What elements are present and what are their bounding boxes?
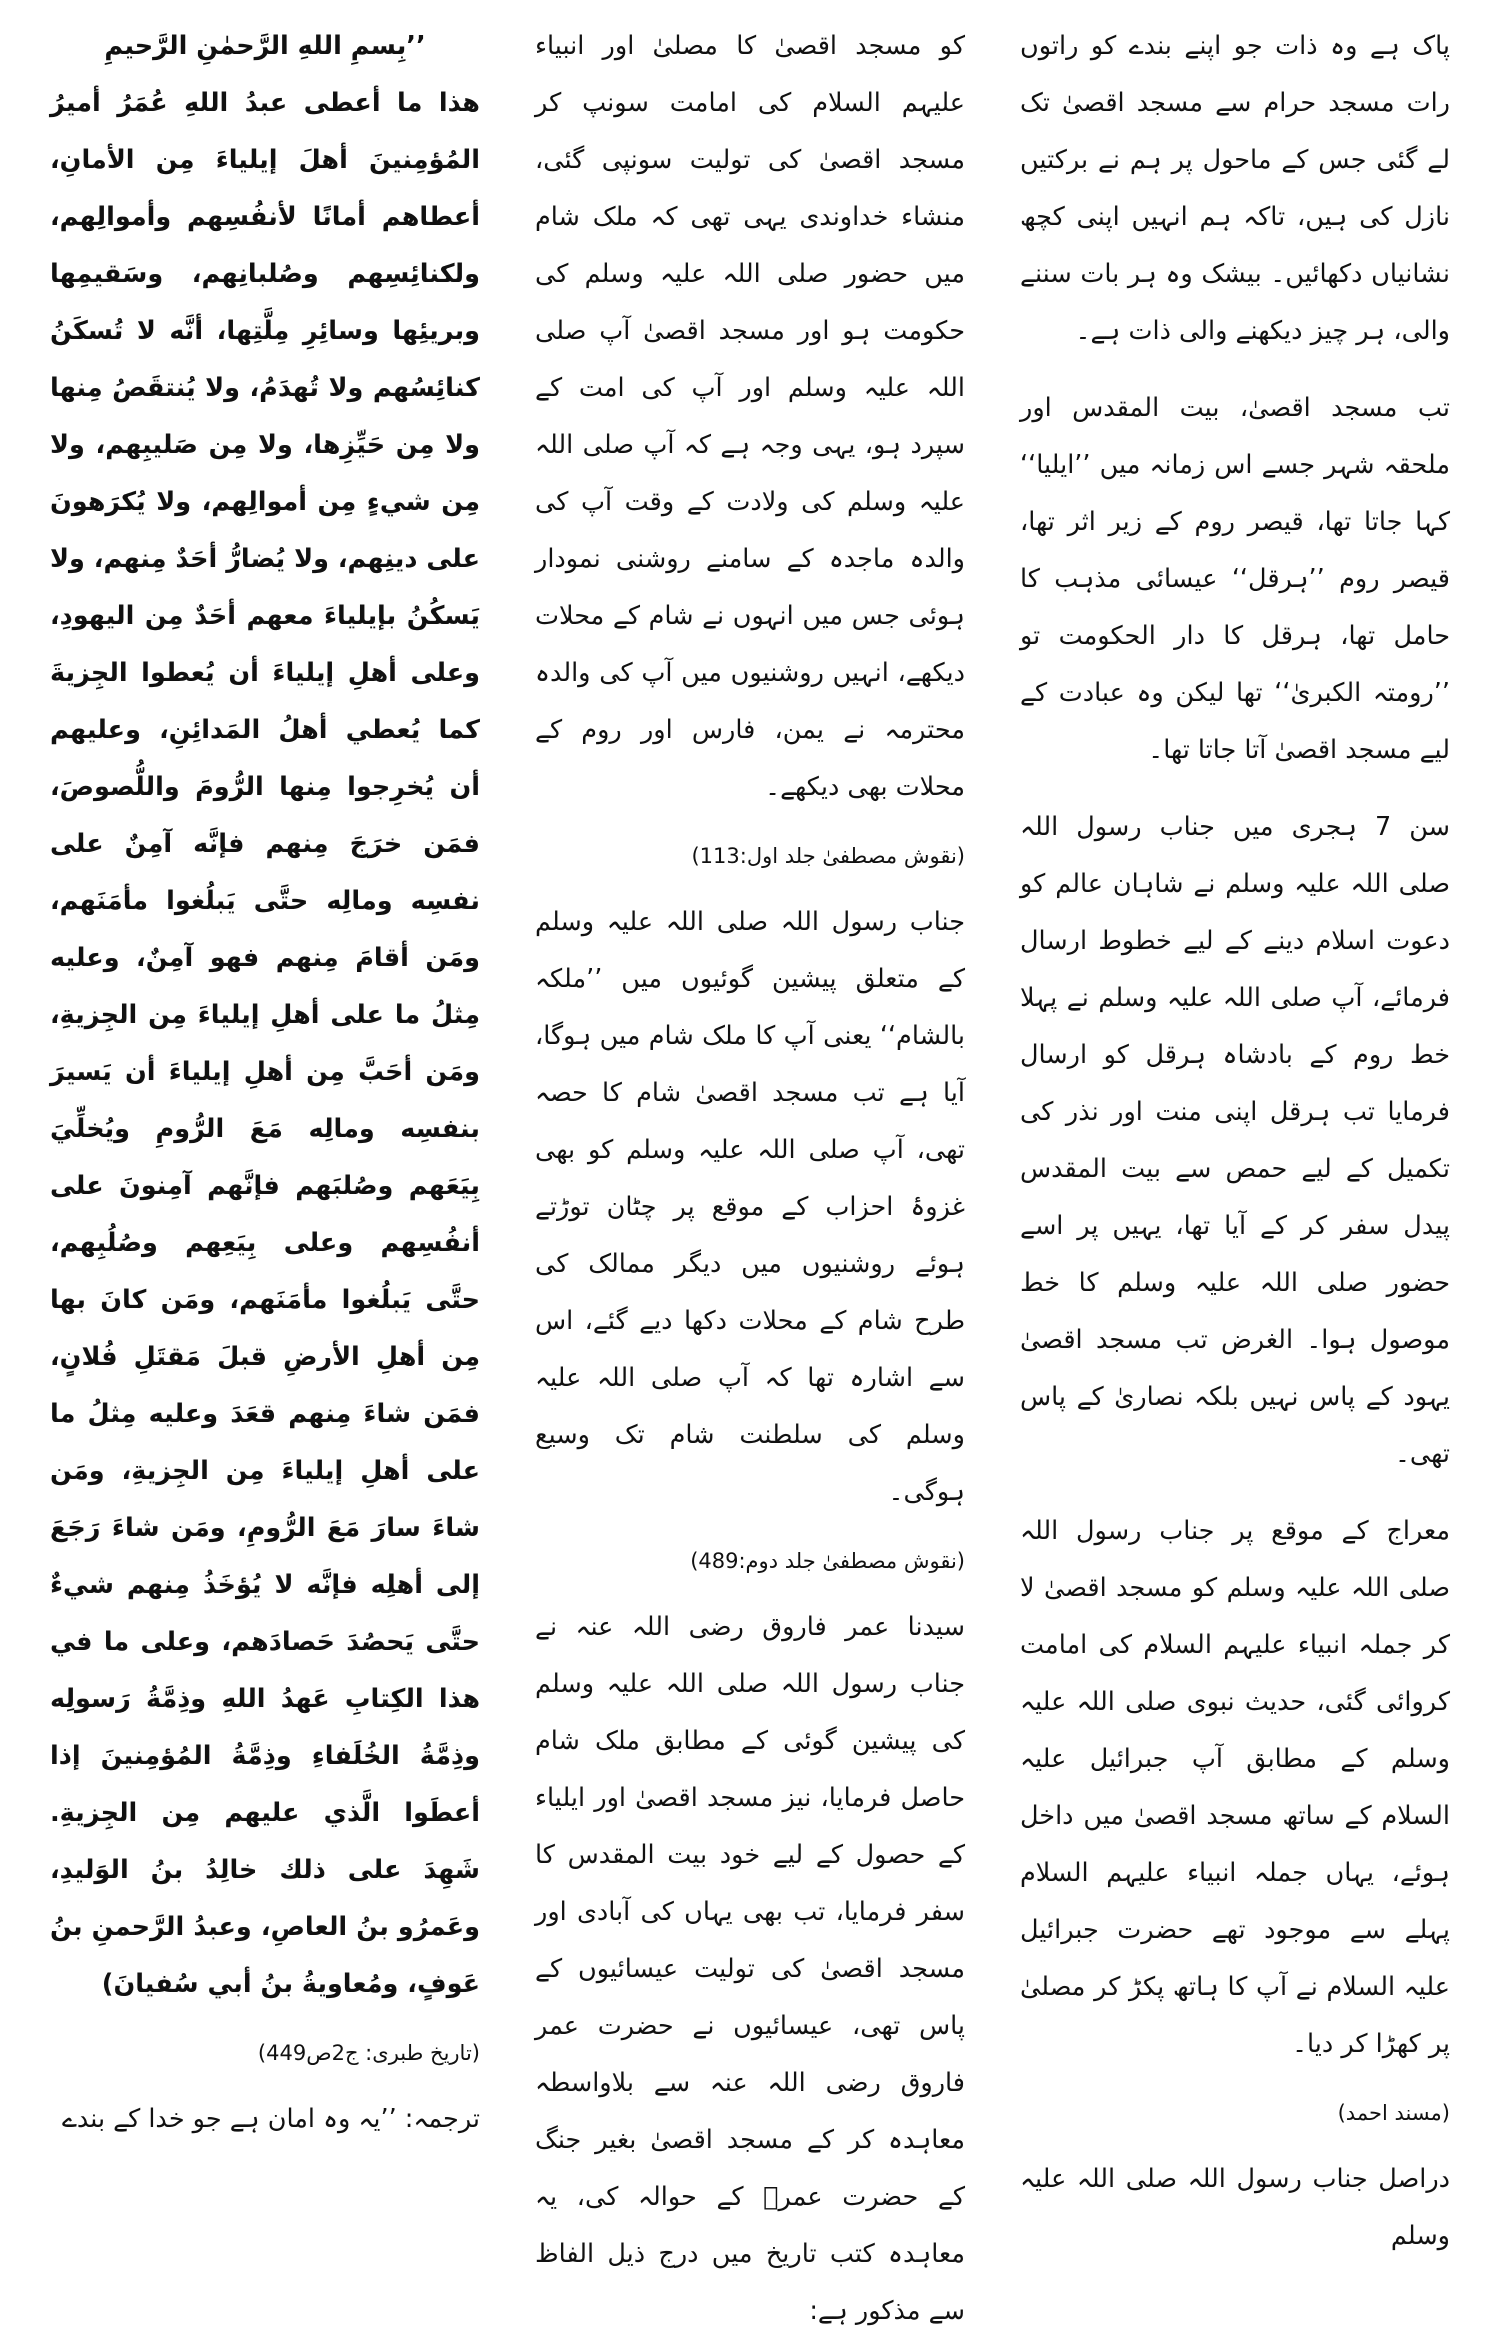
citation-naqoosh-vol1: (نقوش مصطفیٰ جلد اول:113)	[691, 844, 965, 868]
paragraph-masjid-aqsa-custody: کو مسجد اقصیٰ کا مصلیٰ اور انبیاء علیہم السلام کی امامت سونپ کر مسجد اقصیٰ کی تولیت سونپی گئی، منشاء خداوندی یہی تھی کہ ملک شام میں حضور صلی اللہ علیہ وسلم کی حکومت ہو اور مسجد اقصیٰ آپ صلی اللہ علیہ وسلم اور آپ کی امت کے سپرد ہو، یہی وجہ ہے کہ آپ صلی اللہ علیہ وسلم کی ولادت کے وقت آپ کی والدہ ماجدہ کے سامنے روشنی نمودار ہوئی جس میں انہوں نے شام کے محلات دیکھے، انہیں روشنیوں میں آپ کی والدہ محترمہ نے یمن، فارس اور روم کے محلات بھی دیکھے۔	[535, 31, 965, 802]
citation-tarikh-tabari: (تاریخ طبری: ج2ص449)	[257, 2041, 480, 2065]
paragraph-ilya-heraclius: تب مسجد اقصیٰ، بیت المقدس اور ملحقہ شہر جسے اس زمانہ میں ’’ایلیا‘‘ کہا جاتا تھا، قیصر روم کے زیر اثر تھا، قیصر روم ’’ہرقل‘‘ عیسائی مذہب کا حامل تھا، ہرقل کا دار الحکومت تو ’’رومتہ الکبریٰ‘‘ تھا لیکن وہ عبادت کے لیے مسجد اقصیٰ آتا جاتا تھا۔	[1020, 393, 1450, 765]
column-right	[1020, 18, 1451, 2251]
paragraph-quran-verse: پاک ہے وہ ذات جو اپنے بندے کو راتوں رات مسجد حرام سے مسجد اقصیٰ تک لے گئی جس کے ماحول پر ہم نے برکتیں نازل کی ہیں، تاکہ ہم انہیں اپنی کچھ نشانیاں دکھائیں۔ بیشک وہ ہر بات سننے والی، ہر چیز دیکھنے والی ذات ہے۔	[1020, 31, 1450, 346]
arabic-basmala: ’’بِسمِ اللهِ الرَّحمٰنِ الرَّحيمِ	[104, 31, 426, 61]
citation-naqoosh-vol2: (نقوش مصطفیٰ جلد دوم:489)	[690, 1549, 965, 1573]
translation-start: ترجمہ: ’’یہ وہ امان ہے جو خدا کے بندے	[61, 2104, 480, 2134]
column-middle	[535, 18, 965, 2326]
arabic-treaty-text: هذا ما أعطى عبدُ اللهِ عُمَرُ أميرُ المُؤمِنينَ أهلَ إيلياءَ مِن الأمانِ، أعطاهم أمانًا لأنفُسِهم وأموالِهم، ولكنائِسِهم وصُلبانِهم، وسَقيمِها وبريئِها وسائِرِ مِلَّتِها، أنَّه لا تُسكَنُ كنائِسُهم ولا تُهدَمُ، ولا يُنتقَصُ مِنها ولا مِن حَيِّزِها، ولا مِن صَليبِهم، ولا مِن شيءٍ مِن أموالِهم، ولا يُكرَهونَ على دينِهم، ولا يُضارُّ أحَدٌ مِنهم، ولا يَسكُنُ بإيلياءَ معهم أحَدٌ مِن اليهودِ، وعلى أهلِ إيلياءَ أن يُعطوا الجِزيةَ كما يُعطي أهلُ المَدائِنِ، وعليهم أن يُخرِجوا مِنها الرُّومَ واللُّصوصَ، فمَن خرَجَ مِنهم فإنَّه آمِنٌ على نفسِه ومالِه حتَّى يَبلُغوا مأمَنَهم، ومَن أقامَ مِنهم فهو آمِنٌ، وعليه مِثلُ ما على أهلِ إيلياءَ مِن الجِزيةِ، ومَن أحَبَّ مِن أهلِ إيلياءَ أن يَسيرَ بنفسِه ومالِه مَعَ الرُّومِ ويُخلِّيَ بِيَعَهم وصُلبَهم فإنَّهم آمِنونَ على أنفُسِهم وعلى بِيَعِهم وصُلُبِهم، حتَّى يَبلُغوا مأمَنَهم، ومَن كانَ بها مِن أهلِ الأرضِ قبلَ مَقتَلِ فُلانٍ، فمَن شاءَ مِنهم قعَدَ وعليه مِثلُ ما على أهلِ إيلياءَ مِن الجِزيةِ، ومَن شاءَ سارَ مَعَ الرُّومِ، ومَن شاءَ رَجَعَ إلى أهلِه فإنَّه لا يُؤخَذُ مِنهم شيءٌ حتَّى يَحصُدَ حَصادَهم، وعلى ما في هذا الكِتابِ عَهدُ اللهِ وذِمَّةُ رَسولِه وذِمَّةُ الخُلَفاءِ وذِمَّةُ المُؤمِنينَ إذا أعطَوا الَّذي عليهم مِن الجِزيةِ. شَهِدَ على ذلك خالِدُ بنُ الوَليدِ، وعَمرُو بنُ العاصِ، وعبدُ الرَّحمنِ بنُ عَوفٍ، ومُعاويةُ بنُ أبي سُفيانَ)	[50, 88, 480, 1999]
column-left	[50, 18, 480, 2188]
paragraph-continuation: دراصل جناب رسول اللہ صلی اللہ علیہ وسلم	[1020, 2164, 1450, 2251]
paragraph-miraj: معراج کے موقع پر جناب رسول اللہ صلی اللہ علیہ وسلم کو مسجد اقصیٰ لا کر جملہ انبیاء علیہم السلام کی امامت کروائی گئی، حدیث نبوی صلی اللہ علیہ وسلم کے مطابق آپ جبرائیل علیہ السلام کے ساتھ مسجد اقصیٰ میں داخل ہوئے، یہاں جملہ انبیاء علیہم السلام پہلے سے موجود تھے حضرت جبرائیل علیہ السلام نے آپ کا ہاتھ پکڑ کر مصلیٰ پر کھڑا کر دیا۔	[1020, 1516, 1450, 2059]
paragraph-letters-7-hijri: سن 7 ہجری میں جناب رسول اللہ صلی اللہ علیہ وسلم نے شاہان عالم کو دعوت اسلام دینے کے لیے خطوط ارسال فرمائے، آپ صلی اللہ علیہ وسلم نے پہلا خط روم کے بادشاہ ہرقل کو ارسال فرمایا تب ہرقل اپنی منت اور نذر کی تکمیل کے لیے حمص سے بیت المقدس پیدل سفر کر کے آیا تھا، یہیں پر اسے حضور صلی اللہ علیہ وسلم کا خط موصول ہوا۔ الغرض تب مسجد اقصیٰ یہود کے پاس نہیں بلکہ نصاریٰ کے پاس تھی۔	[1020, 812, 1451, 1469]
paragraph-umar-farooq: سیدنا عمر فاروق رضی اللہ عنہ نے جناب رسول اللہ صلی اللہ علیہ وسلم کی پیشین گوئی کے مطابق ملک شام حاصل فرمایا، نیز مسجد اقصیٰ اور ایلیاء کے حصول کے لیے خود بیت المقدس کا سفر فرمایا، تب بھی یہاں کی آبادی اور مسجد اقصیٰ کی تولیت عیسائیوں کے پاس تھی، عیسائیوں نے حضرت عمر فاروق رضی اللہ عنہ سے بلاواسطہ معاہدہ کر کے مسجد اقصیٰ بغیر جنگ کے حضرت عمرؓ کے حوالہ کی، یہ معاہدہ کتب تاریخ میں درج ذیل الفاظ سے مذکور ہے:	[535, 1612, 965, 2326]
citation-musnad-ahmad: (مسند احمد)	[1337, 2101, 1450, 2125]
paragraph-prophecies-sham: جناب رسول اللہ صلی اللہ علیہ وسلم کے متعلق پیشین گوئیوں میں ’’ملکہ بالشام‘‘ یعنی آپ کا ملک شام میں ہوگا، آیا ہے تب مسجد اقصیٰ شام کا حصہ تھی، آپ صلی اللہ علیہ وسلم کو بھی غزوۂ احزاب کے موقع پر چٹان توڑتے ہوئے روشنیوں میں دیگر ممالک کی طرح شام کے محلات دکھا دیے گئے، اس سے اشارہ تھا کہ آپ صلی اللہ علیہ وسلم کی سلطنت شام تک وسیع ہوگی۔	[535, 907, 965, 1507]
